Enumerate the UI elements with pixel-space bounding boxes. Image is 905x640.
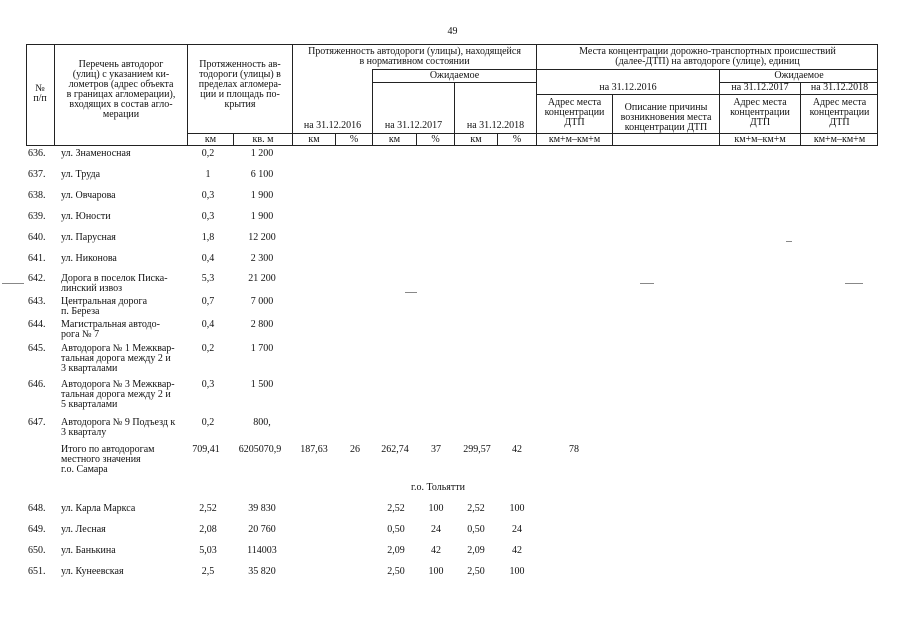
road-name: ул. Лесная <box>61 524 106 535</box>
road-name: ул. Овчарова <box>61 190 116 201</box>
road-area: 20 760 <box>248 524 276 535</box>
road-area: 1 200 <box>250 148 274 159</box>
row-number: 636. <box>28 148 46 159</box>
pct-2018: 100 <box>509 503 525 514</box>
header-reason: Описание причины возникновения места концентрации ДТП <box>620 102 712 133</box>
km-2017: 2,09 <box>387 545 405 556</box>
road-area: 7 000 <box>250 296 274 307</box>
unit-pct-2016: % <box>349 134 359 145</box>
pct-2017: 24 <box>431 524 441 535</box>
table-row <box>0 274 905 298</box>
table-row <box>0 380 905 414</box>
road-area: 39 830 <box>248 503 276 514</box>
road-area: 12 200 <box>248 232 276 243</box>
header-date-2016: на 31.12.2016 <box>303 120 362 131</box>
road-name: Автодорога № 1 Межквар- тальная дорога между 2 и 3 кварталами <box>61 343 175 374</box>
pct-2018: 24 <box>512 524 522 535</box>
road-name: ул. Труда <box>61 169 101 180</box>
total-pct-2017: 37 <box>431 444 441 455</box>
table-row <box>0 212 905 230</box>
road-name: ул. Знаменосная <box>61 148 131 159</box>
scan-mark <box>2 283 24 284</box>
total-pct-2018: 42 <box>512 444 522 455</box>
header-expected-dtp: Ожидаемое <box>774 70 824 81</box>
row-number: 646. <box>28 379 46 390</box>
row-number: 647. <box>28 417 46 428</box>
road-name: ул. Юности <box>61 211 111 222</box>
road-name: ул. Банькина <box>61 545 116 556</box>
unit-addr-2016: км+м–км+м <box>548 134 601 145</box>
table-row <box>0 525 905 543</box>
road-name: Центральная дорога п. Береза <box>61 296 148 317</box>
total-km-2017: 262,74 <box>381 444 409 455</box>
road-area: 6 100 <box>250 169 274 180</box>
road-length: 2,52 <box>199 503 217 514</box>
road-length: 5,3 <box>201 273 215 284</box>
total-pct-2016: 26 <box>350 444 360 455</box>
road-name: Дорога в поселок Писка- линский извоз <box>61 273 168 294</box>
table-row <box>0 233 905 251</box>
row-number: 637. <box>28 169 46 180</box>
row-number: 641. <box>28 253 46 264</box>
unit-km-2018: км <box>470 134 482 145</box>
header-addr-2018: Адрес места концентрации ДТП <box>809 97 870 128</box>
unit-addr-2018: км+м–км+м <box>813 134 866 145</box>
row-number: 648. <box>28 503 46 514</box>
road-length: 5,03 <box>199 545 217 556</box>
header-length: Протяженность ав- тодороги (улицы) в пределах агломера- ции и площадь по- крытия <box>198 59 282 110</box>
road-length: 1 <box>205 169 211 180</box>
city-heading: г.о. Тольятти <box>411 482 465 493</box>
road-length: 0,7 <box>201 296 215 307</box>
road-area: 800, <box>253 417 271 428</box>
table-row <box>0 191 905 209</box>
unit-km-2016: км <box>308 134 320 145</box>
row-number: 645. <box>28 343 46 354</box>
unit-pct-2018: % <box>512 134 522 145</box>
table-row <box>0 170 905 188</box>
road-area: 1 900 <box>250 190 274 201</box>
table-row <box>0 418 905 442</box>
road-length: 0,3 <box>201 211 215 222</box>
row-number: 638. <box>28 190 46 201</box>
pct-2018: 42 <box>512 545 522 556</box>
road-length: 0,4 <box>201 319 215 330</box>
unit-km: км <box>204 134 217 145</box>
scan-mark <box>405 292 417 293</box>
road-length: 2,5 <box>201 566 215 577</box>
road-name: ул. Карла Маркса <box>61 503 136 514</box>
road-length: 0,3 <box>201 190 215 201</box>
header-expected-norm: Ожидаемое <box>429 70 480 81</box>
total-label: Итого по автодорогам местного значения г.о. Самара <box>61 444 155 475</box>
road-area: 1 900 <box>250 211 274 222</box>
total-area: 6205070,9 <box>238 444 282 455</box>
road-length: 0,2 <box>201 417 215 428</box>
row-number: 640. <box>28 232 46 243</box>
unit-pct-2017: % <box>431 134 440 145</box>
total-dtp: 78 <box>569 444 579 455</box>
row-number: 643. <box>28 296 46 307</box>
scan-mark <box>845 283 863 284</box>
row-number: 650. <box>28 545 46 556</box>
road-length: 0,4 <box>201 253 215 264</box>
road-area: 2 300 <box>250 253 274 264</box>
road-area: 1 500 <box>250 379 274 390</box>
header-dtp-2016: на 31.12.2016 <box>599 82 657 93</box>
total-km-2018: 299,57 <box>463 444 491 455</box>
km-2018: 0,50 <box>467 524 485 535</box>
road-length: 0,3 <box>201 379 215 390</box>
unit-area: кв. м <box>252 134 274 145</box>
road-name: Магистральная автодо- рога № 7 <box>61 319 160 340</box>
scan-mark <box>786 241 792 242</box>
header-date-2017: на 31.12.2017 <box>384 120 443 131</box>
road-length: 0,2 <box>201 343 215 354</box>
road-name: ул. Никонова <box>61 253 117 264</box>
table-row <box>0 320 905 344</box>
header-dtp: Места концентрации дорожно-транспортных происшествий (далее-ДТП) на автодороге (улице), единиц <box>579 46 836 67</box>
km-2018: 2,50 <box>467 566 485 577</box>
pct-2017: 100 <box>428 566 444 577</box>
road-area: 35 820 <box>248 566 276 577</box>
table-row <box>0 567 905 585</box>
header-dtp-2018: на 31.12.2018 <box>810 82 869 93</box>
km-2018: 2,09 <box>467 545 485 556</box>
row-number: 649. <box>28 524 46 535</box>
km-2017: 0,50 <box>387 524 405 535</box>
table-row <box>0 149 905 167</box>
km-2018: 2,52 <box>467 503 485 514</box>
km-2017: 2,52 <box>387 503 405 514</box>
row-number: 651. <box>28 566 46 577</box>
road-name: Автодорога № 3 Межквар- тальная дорога между 2 и 5 кварталами <box>61 379 175 410</box>
pct-2017: 42 <box>431 545 441 556</box>
pct-2017: 100 <box>428 503 444 514</box>
table-row <box>0 504 905 522</box>
road-name: Автодорога № 9 Подъезд к 3 кварталу <box>61 417 176 438</box>
road-length: 0,2 <box>201 148 215 159</box>
header-num: № п/п <box>33 83 47 104</box>
row-number: 644. <box>28 319 46 330</box>
header-dtp-2017: на 31.12.2017 <box>731 82 789 93</box>
road-area: 1 700 <box>250 343 274 354</box>
table-row <box>0 254 905 272</box>
road-area: 2 800 <box>250 319 274 330</box>
km-2017: 2,50 <box>387 566 405 577</box>
header-divider <box>536 94 878 95</box>
road-length: 2,08 <box>199 524 217 535</box>
road-name: ул. Парусная <box>61 232 116 243</box>
pct-2018: 100 <box>509 566 525 577</box>
header-divider <box>536 69 878 70</box>
header-normative: Протяженность автодороги (улицы), находящейся в нормативном состоянии <box>308 46 521 67</box>
scan-mark <box>640 283 654 284</box>
total-length: 709,41 <box>192 444 220 455</box>
total-km-2016: 187,63 <box>300 444 328 455</box>
row-number: 642. <box>28 273 46 284</box>
road-area: 21 200 <box>248 273 276 284</box>
road-name: ул. Кунеевская <box>61 566 124 577</box>
header-addr-2017: Адрес места концентрации ДТП <box>730 97 790 128</box>
table-row <box>0 344 905 378</box>
unit-km-2017: км <box>388 134 401 145</box>
total-row <box>0 445 905 479</box>
road-area: 114003 <box>247 545 277 556</box>
row-number: 639. <box>28 211 46 222</box>
table-row <box>0 297 905 321</box>
road-length: 1,8 <box>201 232 215 243</box>
header-date-2018: на 31.12.2018 <box>466 120 525 131</box>
table-row <box>0 546 905 564</box>
header-road-list: Перечень автодорог (улиц) с указанием ки- лометров (адрес объекта в границах агломерации), входящих в состав агло- мерации <box>66 59 176 120</box>
unit-addr-2017: км+м–км+м <box>734 134 786 145</box>
page-number: 49 <box>447 26 458 37</box>
header-addr-2016: Адрес места концентрации ДТП <box>544 97 605 128</box>
